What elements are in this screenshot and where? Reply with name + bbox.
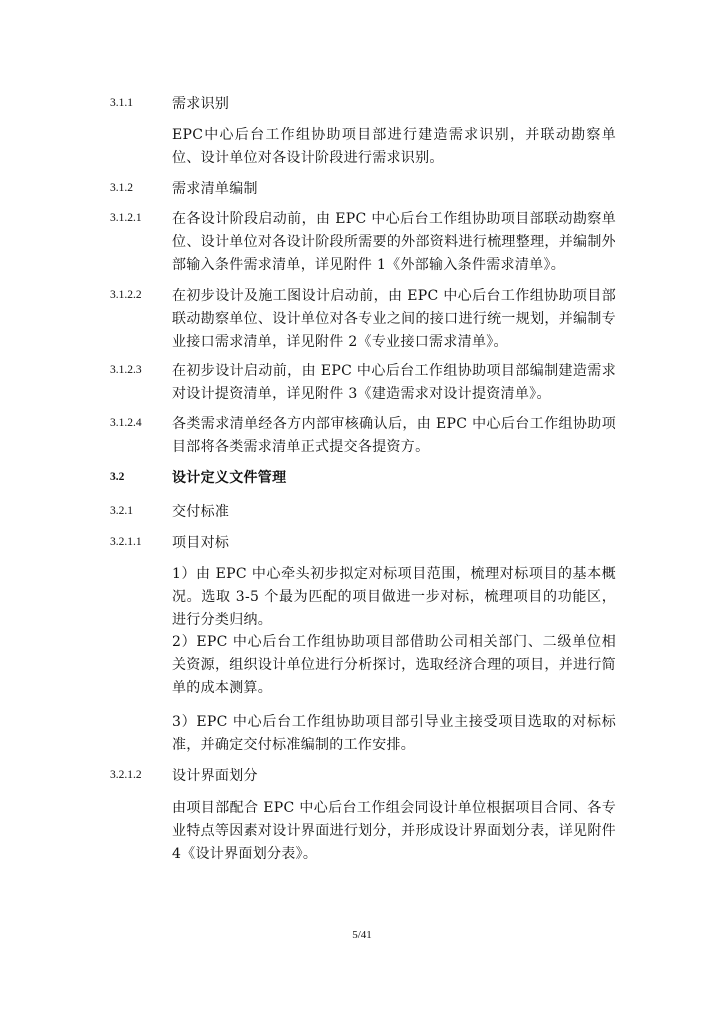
section-number: 3.1.1 (110, 97, 133, 109)
item-3-1-2-1 (110, 208, 616, 277)
heading-3-1-2 (110, 178, 616, 201)
heading-3-2-1 (110, 501, 616, 524)
section-title: 需求清单编制 (172, 181, 258, 197)
section-number: 3.1.2 (110, 182, 133, 194)
section-number: 3.1.2.3 (110, 364, 142, 376)
section-number: 3.2 (110, 471, 125, 483)
paragraph-item-1: 1）由 EPC 中心牵头初步拟定对标项目范围，梳理对标项目的基本概况。选取 3-5 个最为匹配的项目做进一步对标，梳理项目的功能区，进行分类归纳。 (172, 566, 616, 628)
paragraph: EPC中心后台工作组协助项目部进行建造需求识别，并联动勘察单位、设计单位对各设计阶段进行需求识别。 (172, 127, 616, 166)
section-text: 在初步设计及施工图设计启动前，由 EPC 中心后台工作组协助项目部联动勘察单位、设计单位对各专业之间的接口进行统一规划，并编制专业接口需求清单，详见附件 2《专业接口需求清单》。 (172, 288, 616, 350)
item-3-1-2-4 (110, 413, 616, 459)
section-number: 3.1.2.1 (110, 212, 142, 224)
heading-3-2-1-1 (110, 532, 616, 555)
section-text: 在初步设计启动前，由 EPC 中心后台工作组协助项目部编制建造需求对设计提资清单，详见附件 3《建造需求对设计提资清单》。 (172, 363, 616, 402)
section-title: 设计定义文件管理 (172, 470, 287, 486)
section-number: 3.2.1.2 (110, 769, 142, 781)
paragraph: 由项目部配合 EPC 中心后台工作组会同设计单位根据项目合同、各专业特点等因素对设计界面进行划分，并形成设计界面划分表，详见附件 4《设计界面划分表》。 (172, 800, 616, 862)
section-text: 在各设计阶段启动前，由 EPC 中心后台工作组协助项目部联动勘察单位、设计单位对各设计阶段所需要的外部资料进行梳理整理，并编制外部输入条件需求清单，详见附件 1《外部输入条件需求清单》。 (172, 211, 616, 273)
item-3-1-2-2 (110, 285, 616, 354)
item-3-1-2-3 (110, 360, 616, 406)
section-title: 项目对标 (172, 535, 230, 551)
heading-3-2-1-2 (110, 765, 616, 788)
section-title: 交付标准 (172, 504, 230, 520)
section-number: 3.1.2.4 (110, 417, 142, 429)
paragraph-item-3: 3）EPC 中心后台工作组协助项目部引导业主接受项目选取的对标标准，并确定交付标准编制的工作安排。 (172, 714, 616, 753)
section-title: 设计界面划分 (172, 768, 258, 784)
paragraph-item-2: 2）EPC 中心后台工作组协助项目部借助公司相关部门、二级单位相关资源，组织设计单位进行分析探讨，选取经济合理的项目，并进行简单的成本测算。 (172, 634, 616, 696)
section-number: 3.2.1.1 (110, 536, 142, 548)
section-number: 3.2.1 (110, 505, 133, 517)
heading-3-2 (110, 467, 616, 490)
page-number: 5/41 (352, 929, 372, 941)
section-text: 各类需求清单经各方内部审核确认后，由 EPC 中心后台工作组协助项目部将各类需求清单正式提交各提资方。 (172, 416, 616, 455)
section-title: 需求识别 (172, 96, 230, 112)
section-number: 3.1.2.2 (110, 289, 142, 301)
heading-3-1-1 (110, 93, 616, 116)
